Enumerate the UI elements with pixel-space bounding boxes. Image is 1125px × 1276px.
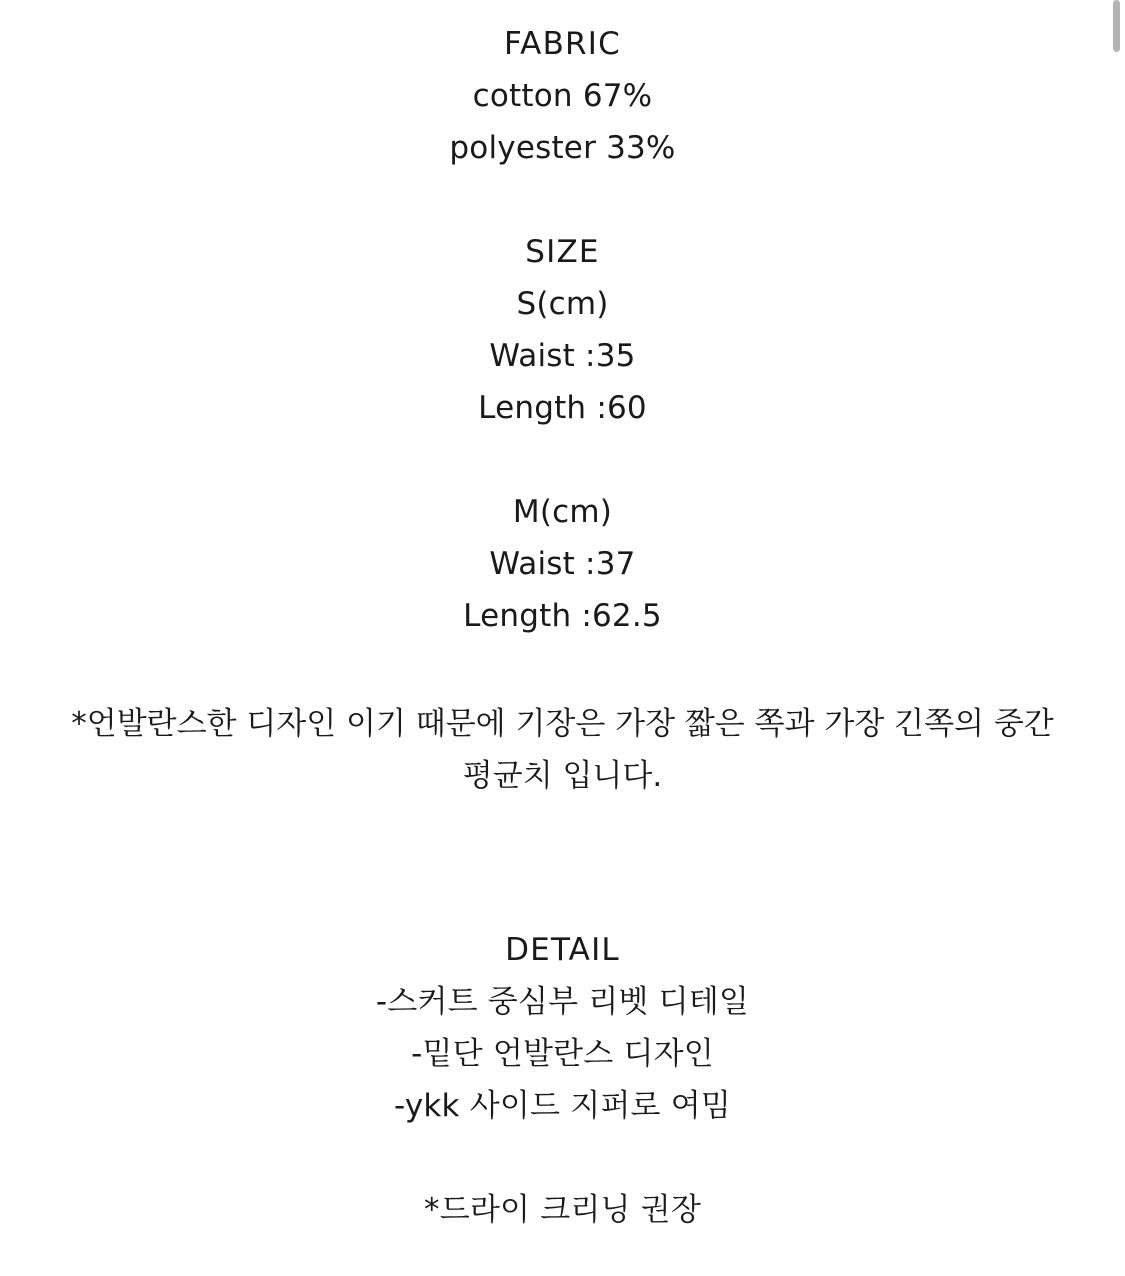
unbalance-note: *언발란스한 디자인 이기 때문에 기장은 가장 짧은 쪽과 가장 긴쪽의 중간 평균치 입니다. — [71, 706, 1054, 794]
size-heading: SIZE — [525, 234, 600, 270]
fabric-line-cotton: cotton 67% — [472, 78, 653, 114]
spacer-fabric-size — [0, 174, 1125, 226]
size-small-waist: Waist :35 — [489, 338, 636, 374]
spacer-detail-care — [0, 1132, 1125, 1184]
detail-line-rivet: -스커트 중심부 리벳 디테일 — [375, 984, 750, 1020]
scrollbar-thumb[interactable] — [1113, 0, 1120, 52]
spacer-size-s-m — [0, 434, 1125, 486]
spacer-size-note — [0, 642, 1125, 698]
detail-line-hem: -밑단 언발란스 디자인 — [411, 1036, 714, 1072]
size-medium-waist: Waist :37 — [489, 546, 636, 582]
detail-heading: DETAIL — [505, 932, 620, 968]
detail-line-zipper: -ykk 사이드 지퍼로 여밈 — [393, 1088, 732, 1124]
care-instruction: *드라이 크리닝 권장 — [424, 1192, 701, 1228]
size-medium-length: Length :62.5 — [463, 598, 662, 634]
size-small-label: S(cm) — [516, 286, 609, 322]
fabric-heading: FABRIC — [504, 26, 621, 62]
spacer-note-detail — [0, 802, 1125, 924]
size-small-length: Length :60 — [478, 390, 647, 426]
fabric-line-polyester: polyester 33% — [449, 130, 676, 166]
scrollbar[interactable] — [1114, 0, 1123, 1276]
size-medium-label: M(cm) — [512, 494, 613, 530]
